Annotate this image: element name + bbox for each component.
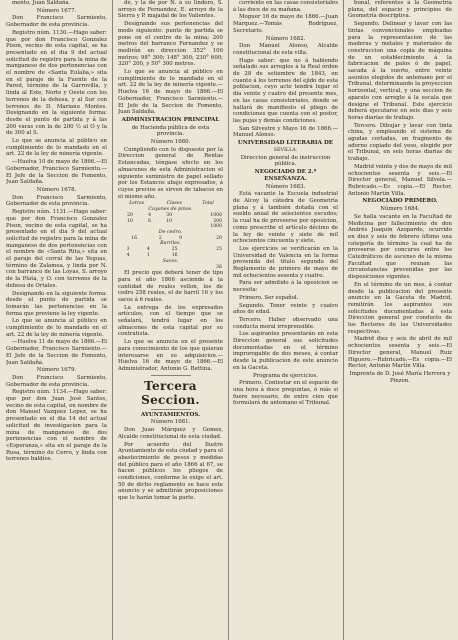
table-cell: 1000 xyxy=(210,224,222,230)
column-divider xyxy=(112,0,113,640)
paragraph: Para ser admitido á la oposicion se necesita: xyxy=(233,280,338,294)
paragraph: Lo que se anuncia al público en cumplimiento de lo mandado en el art. 22 de la ley de minería vigente.—Huelva 16 de mayo de 1866.—El Gobernador, Francisco Sarmiento.—El Jefe de la Seccion de Fomento, Juan Saldaña. xyxy=(118,69,223,116)
paragraph: Designando en la siguiente forma: desde el punto de partida se tomarán las pertenencias en la forma que previene la ley vigente. xyxy=(6,290,107,317)
table-cell: 1000 xyxy=(210,212,222,218)
column-2-lower xyxy=(118,412,223,502)
paragraph: de Hacienda pública de esta provincia. xyxy=(131,124,210,138)
paragraph: corriente en las casas consistoriales á las doce de su mañana. xyxy=(233,0,338,13)
paragraph: Moguer 16 de mayo de 1866.—Juan Márquez.—Tomás Rodríguez, Secretario. xyxy=(233,14,338,34)
table-cell: 20 xyxy=(216,235,222,241)
table-cell: 9 xyxy=(179,235,183,241)
table-cell: 20 xyxy=(127,212,133,218)
paragraph: Número 1680. xyxy=(150,139,191,146)
paragraph: Lo que se anuncia al público en cumplimiento de lo mandado en el art. 22 de la ley de minería vigente. xyxy=(6,318,107,338)
paragraph: Lo que se anuncia en el presente para conocimiento de los que quieran interesarse en su adquisicion.—Huelva 16 de mayo de 1866.—El Administrador, Antonio G. Bettina. xyxy=(118,339,223,372)
paragraph: Madrid veinte y dos de mayo de mil ochocientos sesenta y seis.—El Director general, Manuel Silvela.—Rubricado.—Es copia.—El Rector, Antonio Martín Villa. xyxy=(348,163,452,197)
paragraph: Los aspirantes presentarán en esta Direccion general sus solicitudes documentadas en el término improrogable de dos meses, á contar desde la publicacion de este anuncio en la Gaceta. xyxy=(233,331,338,371)
paragraph: Registro núm. 1134.—Hago saber: que por don Juan José Santos, vecino de esta capital, en nombre de don Manuel Vazquez Lopez, se ha presentado en el dia 14 del actual solicitud de investigacion para la mina de manganeso de dos pertenencias con el nombre de «Esperanza,» sita en el paraje de la Rosa, término de Cerro, y linda con terrenos baldíos. xyxy=(6,389,107,463)
table-cell: 25 xyxy=(216,247,222,253)
paragraph: —Huelva 11 de mayo de 1866.—El Gobernador, Francisco Sarmiento.—El Jefe de la Seccion de Fomento, Juan Saldaña. xyxy=(6,339,107,366)
paragraph: SEVILLA. xyxy=(273,147,298,153)
paragraph: Número 1679. xyxy=(36,367,77,374)
paragraph: Número 1681. xyxy=(150,419,191,426)
table-group-title: Sacos. xyxy=(162,258,179,264)
section-heading: UNIVERSIDAD LITERARIA DE xyxy=(237,140,334,147)
paragraph: mento, Juan Saldaña. xyxy=(12,0,71,6)
column-1 xyxy=(6,0,107,640)
paragraph: Don Francisco Sarmiento, Gobernador de esta provincia. xyxy=(6,374,107,388)
column-4 xyxy=(348,0,452,640)
paragraph: Registro núm. 1131.—Hago saber: que por don Francisco Gonzalez Pison, vecino de esta capital, se ha presentado en el dia 9 del actual solicitud de registro para la mina de manganeso de dos pertenencias con el nombre de «Santa Rita,» sita en el paraje del corral de las Yeguas, término de Zalamea, y linda por N. con barranco de las Loyas, S. arroyo de la Plata, y O. con terrenos de la dehesa de Ortales. xyxy=(6,209,107,289)
section-heading: NEGOCIADO DE 2.ª ENSEÑANZA. xyxy=(254,169,317,182)
paragraph: Por acuerdo del Ilustre Ayuntamiento de esta ciudad y para el abastecimiento de pesos y medidas del público para el año 1866 al 67, se hacen públicos los pliegos de condiciones, conforme lo exige el art. 50 de dicho reglamento se hace este anuncio y se admitirán proposiciones que lo harán tomar la parte. xyxy=(118,441,223,502)
paragraph: Número 1684. xyxy=(380,206,420,213)
column-2 xyxy=(118,0,223,640)
paragraph: Don Juan Márquez y Gomez, Alcalde constitucional de esta ciudad. xyxy=(118,427,223,440)
paragraph: Se halla vacante en la Facultad de Medicina por fallecimiento de don Andrés Joaquin Azopardo, ocurrido en diez y seis de febrero último una categoría de término la cual ha de proveerse por concurso entre los Catedráticos de ascenso de la misma Facultad que reunan las circunstancias prevenidas por las disposiciones vigentes. xyxy=(348,213,452,281)
column-3 xyxy=(233,0,338,640)
paragraph: Número 1682. xyxy=(265,35,306,42)
paragraph: Cumpliendo con lo dispuesto por la Direccion general de Rentas Estancadas, téngase efecto en los almacenes de esta Administracion el siguiente suministro de papel sellado por los Estancos abajo expresados, á cuyos precios se sirven de tabacos en el mismo año. xyxy=(118,146,223,200)
table-cell: 4 xyxy=(148,212,152,218)
table-group-title: De cedro. xyxy=(158,229,183,235)
table-cell: 30 xyxy=(166,212,173,218)
paragraph: —Huelva 10 de mayo de 1866.—El Gobernador, Francisco Sarmiento.—El Jefe de la Seccion de Fomento, Juan Saldaña. xyxy=(6,159,107,186)
table-cell: 6 xyxy=(148,218,152,224)
paragraph: Registro núm. 1130.—Hago saber: que por don Francisco Gonzalez Pison, vecino de esta capital, se ha presentado en el dia 9 del actual solicitud de registro para la mina de manganeso de dos pertenencias con el nombre de «Santa Eulalia,» sita en el paraje de la Fuente de la Pared, término de la Garrovilla, y linda al Este, Norte y Oeste con los terrenos de la dehesa, y al Sur con terrenos de D. Mariano Montes. Designando en la siguiente forma: desde el punto de partida y á las 200 varas con la de 200 ½ al O y la de 300 al S. xyxy=(6,29,107,137)
table-cell: 10 xyxy=(166,218,173,224)
paragraph: Segundo. Delinear y lavar con las tintas convencionales empleadas para la representacion de las maderas y metales y materiales de construccion una copia de máquina de un establecimiento á la fabricacion de palos ó de papel, sacada á la suerte, entre veinte asuntos elegidos de antemano por el Tribunal, determinando la proyeccion horizontal, vertical, y una seccion de aparato con arreglo á la escala que designe el Tribunal. Este ejercicio deberá ejecutarse en seis dias y seis horas diarias de trabajo. xyxy=(348,21,452,121)
table-cell: 16 xyxy=(131,235,138,241)
paragraph: Número 1678. xyxy=(36,186,77,193)
table-cell: 2 xyxy=(158,235,162,241)
column-divider xyxy=(228,0,229,640)
table-cell: 25 xyxy=(171,247,178,253)
table-cell: 3 xyxy=(126,247,130,253)
paragraph: Hago saber: que no á habiendo señalado sus arreglos á la Real órden de 28 de setiembre de 1843, en cuanto á los terrenos del ejido de esta poblacion, cuyo acto tendrá lugar el dia veinte y cuatro del presente mes, en las casas consistoriales, donde se hallará de manifiesto el pliego de condiciones que cuenta con el postor, las pujas y demás condiciones. xyxy=(233,57,338,124)
paragraph: Direccion general de instruccion pública. xyxy=(240,154,331,168)
paragraph: Los ejercicios se verificarán en la Universidad de Valencia en la forma prevenida del título segundo del Reglamento de primero de mayo de mil ochocientos sesenta y cuatro. xyxy=(233,245,338,279)
table-header-cell: Clases xyxy=(166,201,182,207)
column-divider xyxy=(343,0,344,640)
table-cell: 36 xyxy=(216,264,222,270)
paragraph: Número 1683. xyxy=(265,183,306,190)
section-heading: ADMINISTRACION PRINCIPAL xyxy=(121,116,220,123)
paragraph: Lo que se anuncia al público en cumplimiento de lo mandado en el art. 22 de la ley de minería vigente. xyxy=(6,138,107,158)
paragraph: San Silvestre y Mayo 16 de 1866.—Manuel Alonso. xyxy=(233,125,338,139)
paragraph: Don Francisco Sarmiento, Gobernador de esta provincia. xyxy=(6,15,107,29)
paragraph: La entrega de los expresados artículos, con el tiempo que se señalará, tendrá lugar en los almacenes de esta capital por su contratista. xyxy=(118,304,223,338)
paragraph: Don Francisco Sarmiento, Gobernador de esta provincia. xyxy=(6,194,107,208)
table-cell: 200 xyxy=(213,218,222,224)
paragraph: Tercero. Haber observado una conducta moral irreprensible. xyxy=(233,316,338,330)
paragraph: Programa de ejercicios. xyxy=(253,372,318,379)
column-2-upper xyxy=(118,0,223,200)
column-2-middle xyxy=(118,270,223,373)
section-title: Tercera Seccion. xyxy=(141,378,200,407)
table-group-title: Cuyanes de pinos. xyxy=(148,206,193,212)
paragraph: Está vacante la Escuela industrial de Alcoy la cátedra de Geometría plana y á también dotada con el sueldo anual de seiscientos escudos; la cual ha de proveerse por oposicion, como prescribe el artículo décimo de la ley de veinte y siete de mil ochocientos cincuenta y siete. xyxy=(233,191,338,245)
paragraph: Primero. Ser español. xyxy=(239,294,299,301)
supply-table xyxy=(118,207,223,270)
paragraph: Don Manuel Alonso, Alcalde constitucional de esta villa. xyxy=(233,43,338,56)
section-heading: AYUNTAMIENTOS. xyxy=(140,411,201,418)
paragraph: Segundo. Tener veinte y cuatro años de edad. xyxy=(233,302,338,316)
paragraph: Imprenta de D. José María Herrera y Pinzon. xyxy=(349,370,451,384)
paragraph: Número 1677. xyxy=(36,7,77,14)
paragraph: Madrid diez y seis de abril de mil ochocientos sesenta y seis.—El Director general, Manuel Ruiz Higuero.—Rubricado.—Es copia.—El Rector, Antonio Martín Villa. xyxy=(348,336,452,370)
table-cell: 16 xyxy=(171,252,178,258)
table-cell: 4 xyxy=(126,252,130,258)
paragraph: de, y la de por N. á su lindero, S. arroyo de Fernandez, E. arroyo de la Sierra y P. majadal de los Valientes. xyxy=(118,0,223,20)
table-cell: 1 xyxy=(146,252,150,258)
paragraph: El precio que deberá tener de tipo para el año 1866 asciende á la cantidad de reales vellon, los de cedro 258 reales, el de barril 16 y los sacos á 6 reales. xyxy=(118,270,223,303)
paragraph: bunal, referentes á la Geometría plana, del espacio y principios de Geometría descriptiva. xyxy=(348,0,452,20)
paragraph: Tercero. Dibujar y lavar con tinta china, y empleando el sistema de agudas cortadas, un fragmento de adorno copiado del yeso, elegido por el Tribunal, en seis horas diarias de trabajo. xyxy=(348,122,452,163)
table-cell: 10 xyxy=(127,218,133,224)
paragraph: Designando sus pertenencias del modo siguiente: punto de partida se pone en el centro de la mina; 200 metros del barranco Fernandez y se medirán en direccion 352° 100 metros; 98° 300; 148° 300; 230° 600; 320° 200, y 50° 300 metros. xyxy=(118,21,223,68)
table-cell: 4 xyxy=(146,247,150,253)
table-header-cell: Total xyxy=(202,201,214,207)
table-header-cell: Letras xyxy=(129,201,145,207)
paragraph: Primero. Contestar en el espacio de una hora á doce preguntas, ó más si fuere necesario, de entre cien que formulará de antemano el Tribunal. xyxy=(233,380,338,407)
paragraph: En el término de un mes, á contar desde la publicacion del presente anuncio en la Gaceta de Madrid, remitirán los aspirantes sus solicitudes documentadas á esta Direccion general por conducto de los Rectores de las Universidades respectivas. xyxy=(348,281,452,335)
section-heading: NEGOCIADO PRIMERO. xyxy=(362,198,438,205)
table-group-title: Barriles. xyxy=(160,241,181,247)
